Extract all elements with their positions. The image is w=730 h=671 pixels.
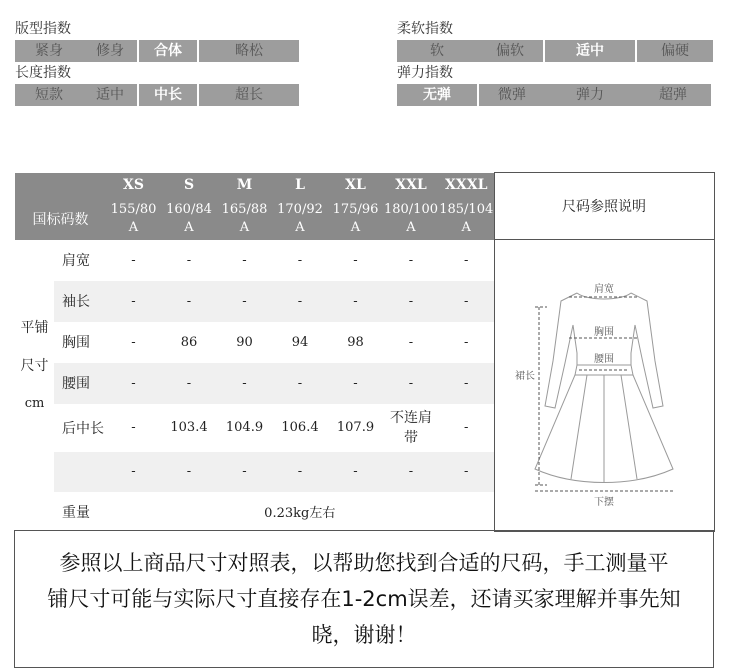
cell: - (297, 252, 303, 268)
row-label: 后中长 (62, 420, 104, 437)
cell: 106.4 (281, 420, 319, 435)
explain-title: 尺码参照说明 (494, 173, 714, 240)
size-label: XS (106, 173, 161, 198)
cell: - (408, 464, 414, 479)
size-label: XXL (383, 173, 439, 198)
row-label (54, 452, 106, 492)
cell: - (242, 252, 247, 268)
cell: - (408, 375, 414, 391)
elasticity-index-option: 弹力 (545, 84, 635, 106)
note-line: 参照以上商品尺寸对照表，以帮助您找到合适的尺码，手工测量平 (59, 551, 669, 575)
softness-index-title: 柔软指数 (397, 21, 453, 37)
national-size: 160/84 A (161, 198, 217, 240)
weight-label: 重量 (62, 504, 90, 521)
cell: - (464, 464, 469, 479)
cell: - (186, 293, 192, 309)
cell: - (186, 375, 192, 391)
softness-index-option: 软 (397, 40, 477, 62)
cell: 94 (291, 334, 309, 350)
table-row (15, 240, 714, 281)
cell: - (131, 334, 136, 350)
elasticity-index-title: 弹力指数 (397, 65, 453, 81)
national-size: 185/104 A (439, 198, 494, 240)
cell: - (242, 375, 247, 391)
cell: - (131, 420, 136, 435)
cell: - (297, 464, 303, 479)
length-index-bar (15, 84, 299, 106)
note-line: 铺尺寸可能与实际尺寸直接存在1-2cm误差，还请买家理解并事先知 (47, 587, 681, 611)
length-index-option-selected: 中长 (139, 84, 197, 106)
size-header-row (15, 173, 714, 198)
cell: - (131, 293, 136, 309)
diagram-hem-label: 下摆 (593, 496, 614, 508)
national-size: 165/88 A (217, 198, 272, 240)
weight-value: 0.23kg左右 (264, 506, 336, 521)
softness-index-option: 偏硬 (637, 40, 713, 62)
cell: 107.9 (336, 420, 375, 435)
weight-spacer (15, 492, 54, 532)
cell: - (353, 464, 358, 479)
length-index-option: 适中 (83, 84, 137, 106)
cell: - (408, 293, 414, 309)
length-index-title: 长度指数 (15, 65, 71, 81)
fit-index-title: 版型指数 (15, 21, 71, 37)
softness-index-option-selected: 适中 (545, 40, 635, 62)
cell: - (297, 375, 303, 391)
cell: - (297, 293, 303, 309)
cell: - (242, 293, 247, 309)
elasticity-index-option: 超弹 (635, 84, 711, 106)
cell: - (131, 252, 136, 268)
diagram-shoulder-label: 肩宽 (593, 283, 614, 295)
diagram-length-label: 裙长 (514, 370, 535, 382)
size-table (15, 172, 715, 532)
size-note (14, 530, 714, 668)
cell: - (408, 252, 414, 268)
row-label: 肩宽 (62, 253, 90, 269)
cell: 不连肩 带 (390, 409, 432, 446)
cell: 86 (180, 334, 198, 350)
fit-index (15, 20, 299, 62)
elasticity-index (397, 64, 711, 106)
fit-index-option: 修身 (83, 40, 137, 62)
cell: - (464, 293, 469, 309)
size-label: S (161, 173, 217, 198)
fit-index-option: 紧身 (15, 40, 83, 62)
cell: - (353, 375, 358, 391)
cell: 104.9 (225, 420, 264, 435)
cell: 90 (236, 334, 253, 350)
length-index (15, 64, 299, 106)
national-size: 175/96 A (328, 198, 383, 240)
size-label: XXXL (439, 173, 494, 198)
cell: - (242, 464, 247, 479)
fit-index-option: 略松 (199, 40, 299, 62)
group-label: 平铺 尺寸 cm (20, 319, 49, 411)
row-label: 胸围 (62, 335, 90, 351)
softness-index (397, 20, 713, 62)
cell: - (464, 252, 469, 268)
softness-index-bar (397, 40, 713, 62)
header-corner (15, 173, 106, 198)
cell: - (353, 293, 358, 309)
cell: - (353, 252, 358, 268)
size-label: M (217, 173, 272, 198)
cell: - (464, 334, 469, 350)
national-size: 170/92 A (272, 198, 328, 240)
diagram-waist-label: 腰围 (593, 353, 614, 365)
elasticity-index-option-selected: 无弹 (397, 84, 477, 106)
cell: - (131, 375, 136, 391)
elasticity-index-option: 微弹 (479, 84, 545, 106)
cell: - (186, 464, 192, 479)
softness-index-option: 偏软 (477, 40, 543, 62)
national-size: 155/80 A (106, 198, 161, 240)
fit-index-option-selected: 合体 (139, 40, 197, 62)
row-label: 腰围 (62, 376, 90, 392)
cell: - (464, 375, 469, 391)
national-label: 国标码数 (15, 198, 106, 240)
length-index-option: 超长 (199, 84, 299, 106)
cell: - (131, 464, 136, 479)
note-line: 晓，谢谢！ (311, 623, 417, 647)
cell: - (186, 252, 192, 268)
cell: - (464, 420, 469, 435)
size-label: L (272, 173, 328, 198)
national-size: 180/100 A (383, 198, 439, 240)
length-index-option: 短款 (15, 84, 83, 106)
fit-index-bar (15, 40, 299, 62)
row-label: 袖长 (62, 294, 90, 310)
cell: 98 (347, 334, 364, 350)
cell: 103.4 (170, 420, 208, 435)
size-label: XL (328, 173, 383, 198)
elasticity-index-bar (397, 84, 711, 106)
cell: - (408, 334, 414, 350)
dress-diagram (494, 240, 714, 532)
diagram-chest-label: 胸围 (593, 326, 614, 338)
